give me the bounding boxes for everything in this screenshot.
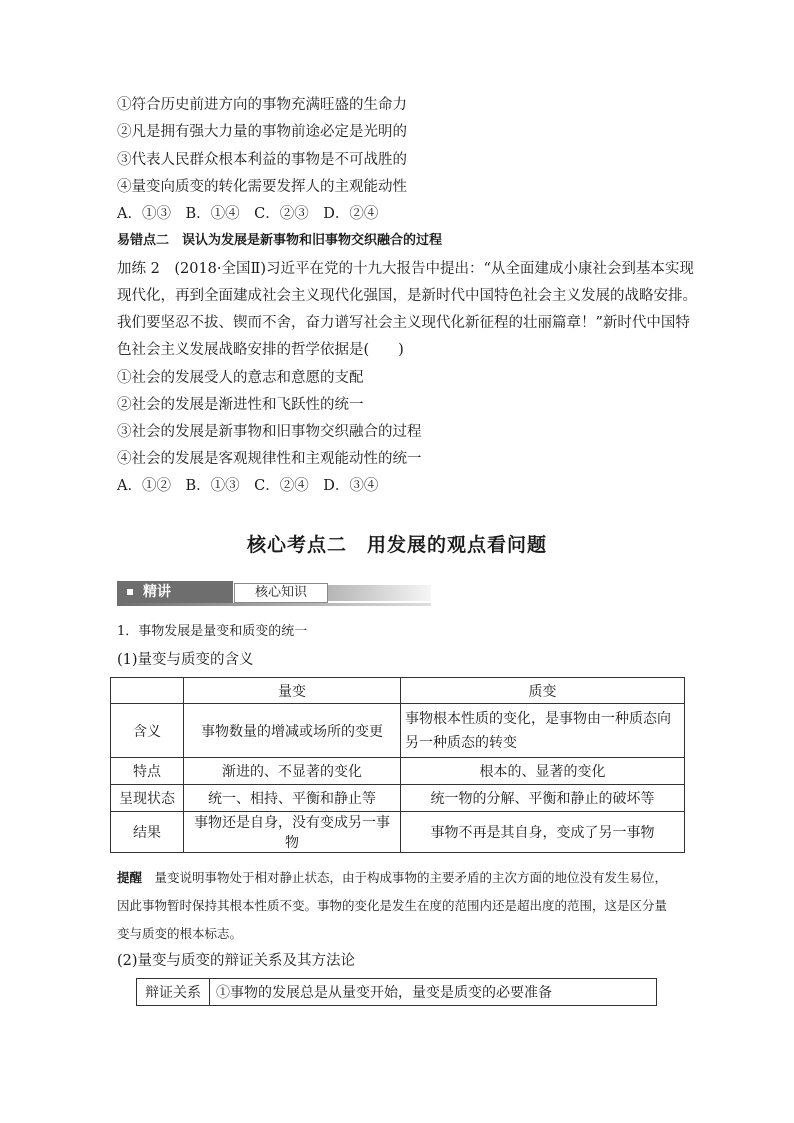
- exercise-2-line-4: 色社会主义发展战略安排的哲学依据是( ): [117, 342, 404, 358]
- dialectical-relation-table: [136, 978, 657, 1006]
- banner-underline: [117, 603, 431, 606]
- q1-option-3: ③代表人民群众根本利益的事物是不可战胜的: [117, 152, 407, 168]
- row-label: 含义: [111, 704, 184, 758]
- point-1-heading: 1．事物发展是量变和质变的统一: [117, 624, 308, 639]
- table-row: [111, 812, 685, 853]
- banner-gradient: [328, 585, 431, 601]
- table-header-cell: 量变: [184, 678, 401, 704]
- table-row: [111, 704, 685, 758]
- banner-label: 精讲: [143, 584, 171, 600]
- exercise-2-line-2: 现代化，再到全面建成社会主义现代化强国，是新时代中国特色社会主义发展的战略安排。: [117, 288, 697, 304]
- square-bullet-icon: [127, 589, 133, 595]
- relation-cell: ①事物的发展总是从量变开始，量变是质变的必要准备: [210, 979, 657, 1006]
- quantitative-cell: 渐进的、不显著的变化: [184, 758, 401, 785]
- table-header-row: [111, 678, 685, 704]
- exercise-2-line-1: 加练 2 (2018·全国Ⅱ)习近平在党的十九大报告中提出：“从全面建成小康社会到基本实现: [117, 261, 694, 277]
- table-row: [111, 785, 685, 812]
- banner-label-bar: [117, 581, 233, 603]
- table-row: [137, 979, 657, 1006]
- mistake-point-heading: 易错点二 误认为发展是新事物和旧事物交织融合的过程: [117, 233, 443, 248]
- quantitative-cell: 事物还是自身，没有变成另一事物: [184, 812, 401, 853]
- qualitative-cell: 事物根本性质的变化，是事物由一种质态向另一种质态的转变: [401, 704, 685, 758]
- qualitative-cell: 统一物的分解、平衡和静止的破坏等: [401, 785, 685, 812]
- quantitative-cell: 统一、相持、平衡和静止等: [184, 785, 401, 812]
- q1-answer-choices: A．①③ B．①④ C．②③ D．②④: [117, 206, 379, 222]
- row-label: 呈现状态: [111, 785, 184, 812]
- quantitative-cell: 事物数量的增减或场所的变更: [184, 704, 401, 758]
- section-banner: [117, 581, 431, 607]
- exercise-2-option-2: ②社会的发展是渐进性和飞跃性的统一: [117, 397, 364, 413]
- q1-option-2: ②凡是拥有强大力量的事物前途必定是光明的: [117, 124, 407, 140]
- table-header-cell: 质变: [401, 678, 685, 704]
- row-label: 辩证关系: [137, 979, 210, 1006]
- reminder-label: 提醒: [117, 870, 143, 885]
- reminder-text: 量变说明事物处于相对静止状态，由于构成事物的主要矛盾的主次方面的地位没有发生易位，因此事物暂时保持其根本性质不变。事物的变化是发生在度的范围内还是超出度的范围，这是区分量变与质变的根本标志。: [117, 870, 668, 941]
- exercise-2-line-3: 我们要坚忍不拔、锲而不舍，奋力谱写社会主义现代化新征程的壮丽篇章！”新时代中国特: [117, 315, 690, 331]
- section-title: 核心考点二 用发展的观点看问题: [246, 534, 547, 556]
- banner-tag: 核心知识: [234, 583, 328, 603]
- sub-heading-1: (1)量变与质变的含义: [117, 652, 254, 668]
- table-header-cell: [111, 678, 184, 704]
- exercise-2-option-4: ④社会的发展是客观规律性和主观能动性的统一: [117, 451, 422, 467]
- q1-option-4: ④量变向质变的转化需要发挥人的主观能动性: [117, 179, 407, 195]
- exercise-2-answer-choices: A．①② B．①③ C．②④ D．③④: [117, 478, 379, 494]
- qualitative-cell: 事物不再是其自身，变成了另一事物: [401, 812, 685, 853]
- q1-option-1: ①符合历史前进方向的事物充满旺盛的生命力: [117, 97, 407, 113]
- exercise-2-option-1: ①社会的发展受人的意志和意愿的支配: [117, 370, 364, 386]
- table-row: [111, 758, 685, 785]
- reminder-note: [117, 864, 677, 948]
- row-label: 特点: [111, 758, 184, 785]
- exercise-2-option-3: ③社会的发展是新事物和旧事物交织融合的过程: [117, 424, 422, 440]
- qualitative-cell: 根本的、显著的变化: [401, 758, 685, 785]
- row-label: 结果: [111, 812, 184, 853]
- sub-heading-2: (2)量变与质变的辩证关系及其方法论: [117, 953, 356, 969]
- quantitative-qualitative-table: [110, 677, 685, 853]
